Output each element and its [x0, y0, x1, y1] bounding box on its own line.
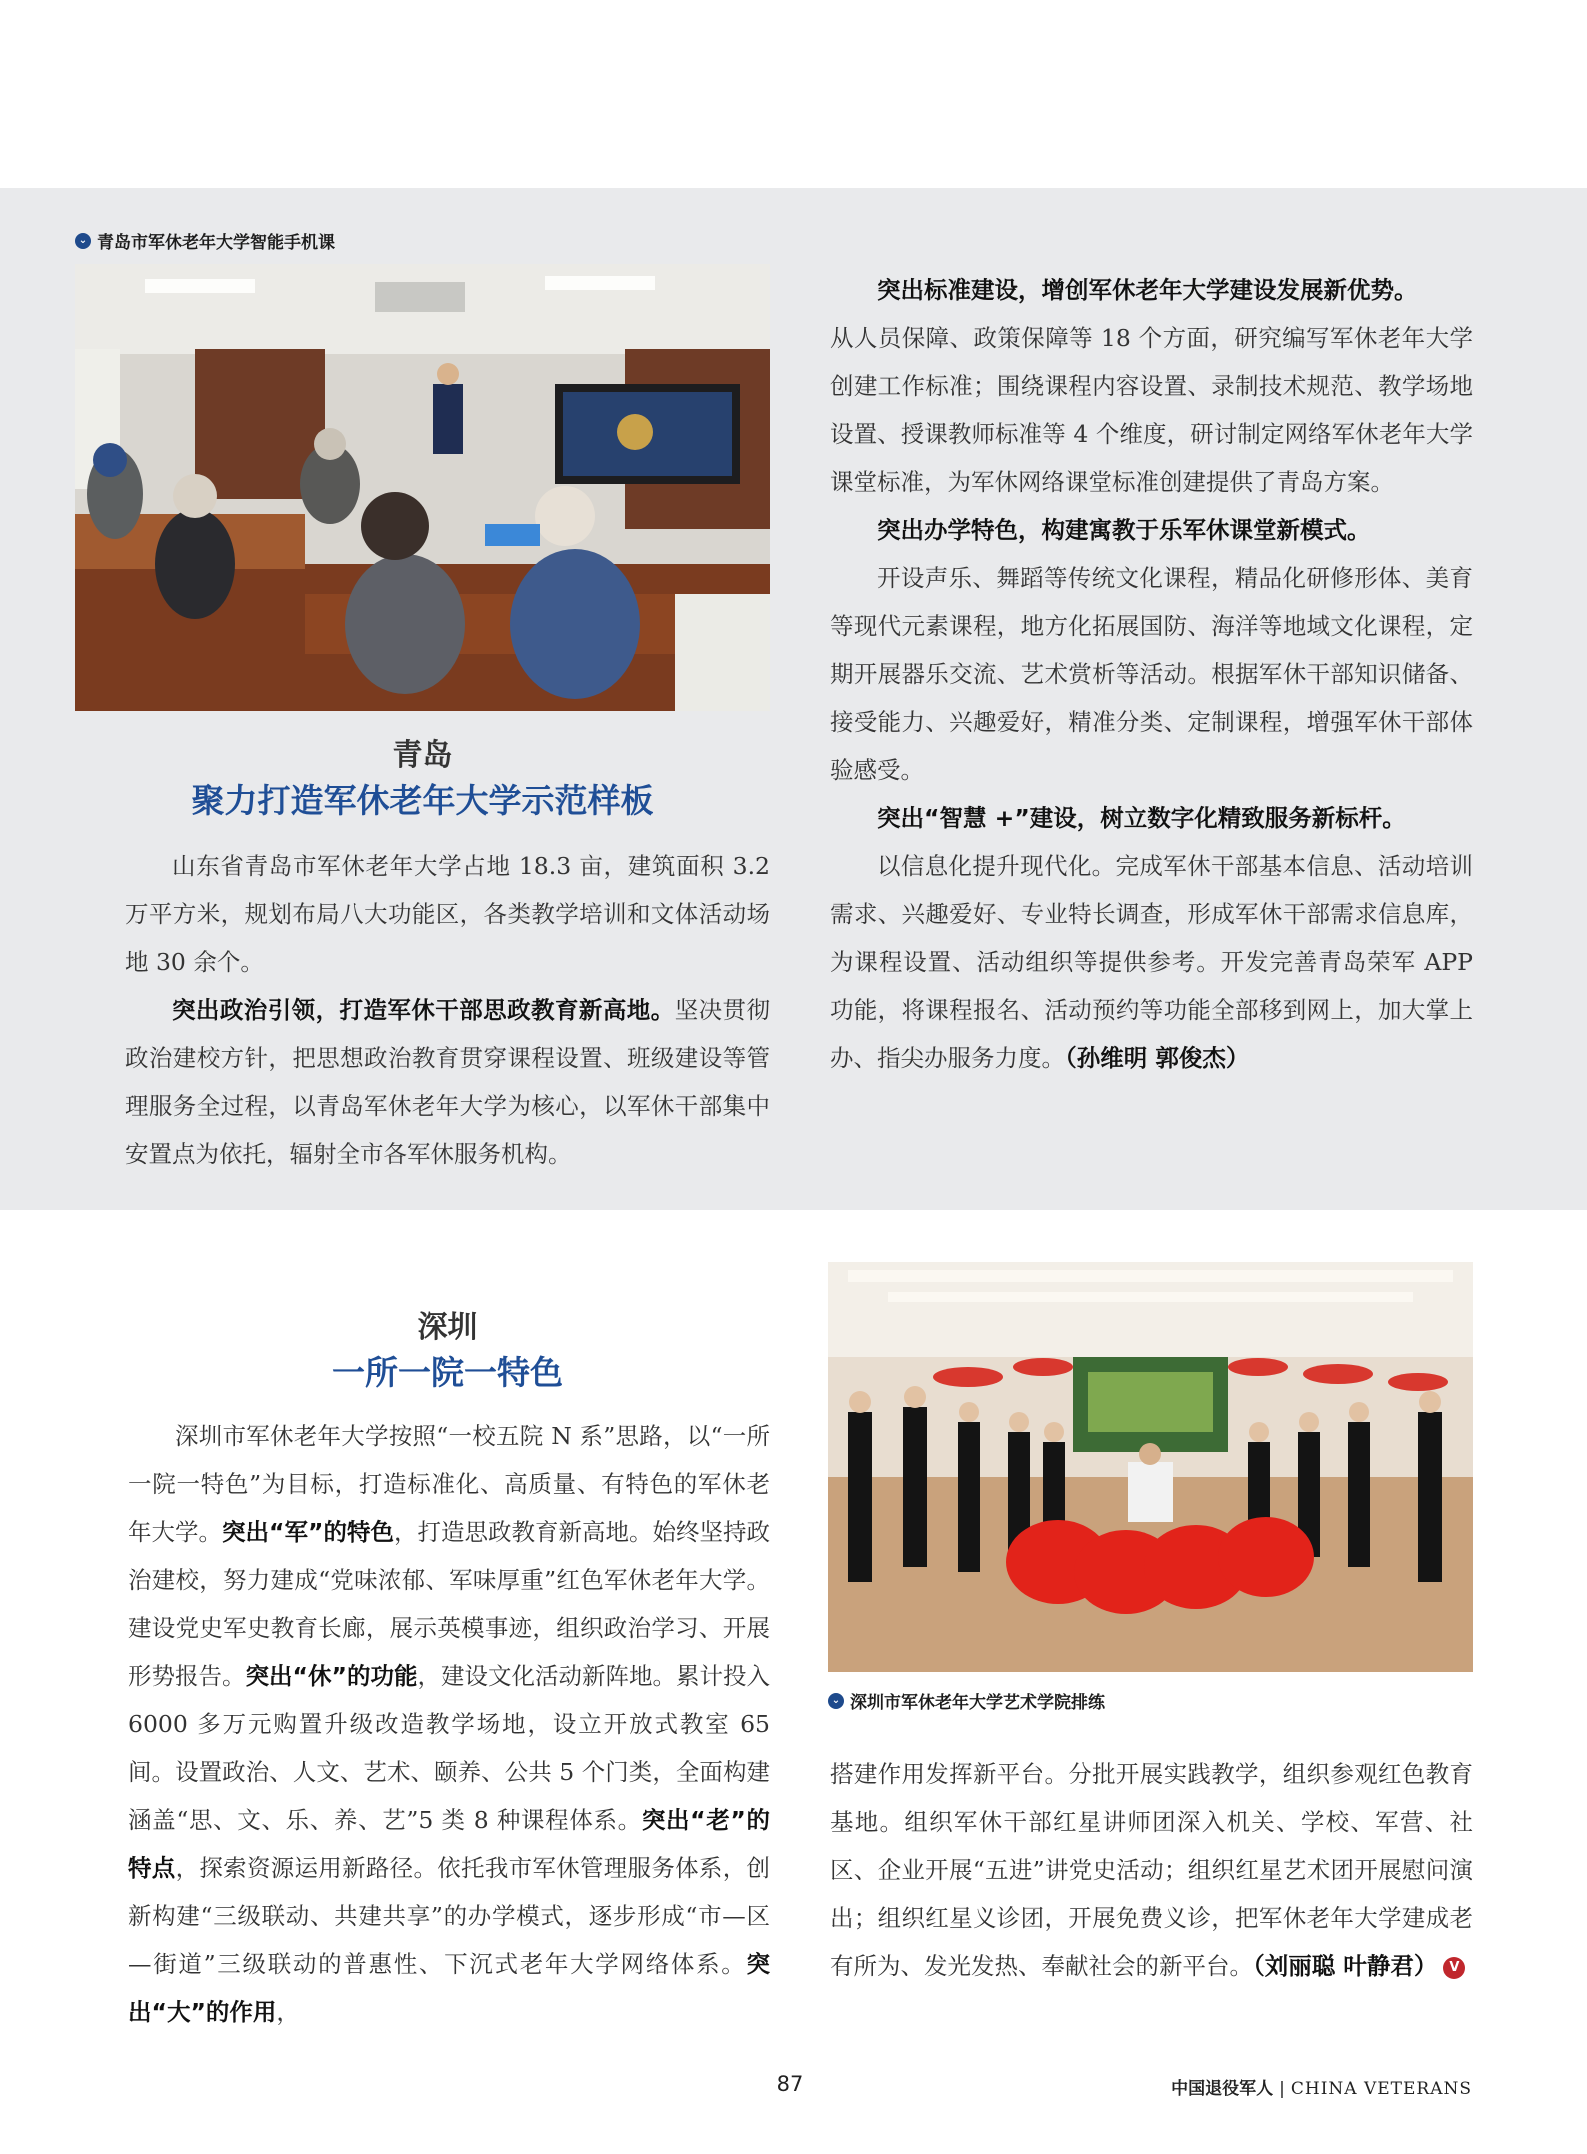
qingdao-paragraph — [125, 842, 770, 986]
qingdao-subheading: 突出办学特色，构建寓教于乐军休课堂新模式。 — [877, 516, 1371, 544]
qingdao-author-credit: （孙维明 郭俊杰） — [1065, 1044, 1250, 1072]
qingdao-paragraph-lead: 突出政治引领，打造军休干部思政教育新高地。 — [172, 996, 675, 1024]
magazine-name-chinese: 中国退役军人 — [1171, 2079, 1274, 2099]
shenzhen-paragraph: 搭建作用发挥新平台。分批开展实践教学，组织参观红色教育基地。组织军休干部红星讲师团深入机关、学校、军营、社区、企业开展“五进”讲党史活动；组织红星艺术团开展慰问演出；组织红星义诊团，开展免费义诊，把军休老年大学建成老有所为、发光发热、奉献社会的新平台。（刘丽聪 叶静君） V — [830, 1760, 1473, 1980]
qingdao-paragraph: 开设声乐、舞蹈等传统文化课程，精品化研修形体、美育等现代元素课程，地方化拓展国防、海洋等地域文化课程，定期开展器乐交流、艺术赏析等活动。根据军休干部知识储备、接受能力、兴趣爱好，精准分类、定制课程，增强军休干部体验感受。 — [830, 564, 1473, 784]
qingdao-left-column — [125, 842, 770, 1178]
qingdao-right-column — [830, 266, 1473, 1082]
chevron-circle-icon: ⌄ — [75, 233, 91, 249]
shenzhen-photo-caption-text: 深圳市军休老年大学艺术学院排练 — [850, 1693, 1105, 1713]
shenzhen-highlight: 突出“休”的功能 — [245, 1662, 418, 1690]
shenzhen-rehearsal-photo — [828, 1262, 1473, 1672]
magazine-name-english: CHINA VETERANS — [1290, 2079, 1472, 2099]
qingdao-section-heading — [75, 734, 770, 824]
qingdao-paragraph-body: 坚决贯彻政治建校方针，把思想政治教育贯穿课程设置、班级建设等管理服务全过程，以青岛军休老年大学为核心，以军休干部集中安置点为依托，辐射全市各军休服务机构。 — [125, 996, 770, 1168]
shenzhen-city-title: 深圳 — [417, 1310, 478, 1345]
shenzhen-highlight: 突出“军”的特色 — [222, 1518, 394, 1546]
qingdao-headline: 聚力打造军休老年大学示范样板 — [191, 781, 654, 820]
qingdao-paragraph: 从人员保障、政策保障等 18 个方面，研究编写军休老年大学创建工作标准；围绕课程内容设置、录制技术规范、教学场地设置、授课教师标准等 4 个维度，研讨制定网络军休老年大学课堂标准，为军休网络课堂标准创建提供了青岛方案。 — [830, 324, 1473, 496]
shenzhen-right-column — [830, 1750, 1473, 1990]
shenzhen-paragraph: 深圳市军休老年大学按照“一校五院 N 系”思路，以“一所一院一特色”为目标，打造标准化、高质量、有特色的军休老年大学。突出“军”的特色，打造思政教育新高地。始终坚持政治建校，努力建成“党味浓郁、军味厚重”红色军休老年大学。建设党史军史教育长廊，展示英模事迹，组织政治学习、开展形势报告。突出“休”的功能，建设文化活动新阵地。累计投入 6000 多万元购置升级改造教学场地，设立开放式教室 65 间。设置政治、人文、艺术、颐养、公共 5 个门类，全面构建涵盖“思、文、乐、养、艺”5 类 8 种课程体系。突出“老”的特点，探索资源运用新路径。依托我市军休管理服务体系，创新构建“三级联动、共建共享”的办学模式，逐步形成“市—区—街道”三级联动的普惠性、下沉式老年大学网络体系。突出“大”的作用， — [128, 1422, 771, 2026]
qingdao-classroom-photo — [75, 264, 770, 711]
qingdao-photo-caption — [75, 228, 335, 253]
qingdao-paragraph — [125, 986, 770, 1178]
qingdao-photo-caption-text: 青岛市军休老年大学智能手机课 — [97, 233, 335, 253]
shenzhen-left-column — [128, 1412, 770, 2036]
magazine-name-separator: | — [1279, 2079, 1285, 2099]
shenzhen-highlight: 突出“大”的作用 — [128, 1950, 770, 2026]
chevron-circle-icon: ⌄ — [828, 1693, 844, 1709]
qingdao-subheading: 突出“智慧 +”建设，树立数字化精致服务新标杆。 — [877, 804, 1406, 832]
veterans-logo-icon: V — [1443, 1957, 1465, 1979]
qingdao-paragraph-body: 山东省青岛市军休老年大学占地 18.3 亩，建筑面积 3.2 万平方米，规划布局八大功能区，各类教学培训和文体活动场地 30 余个。 — [125, 852, 770, 976]
magazine-name — [1171, 2074, 1472, 2099]
shenzhen-headline: 一所一院一特色 — [332, 1353, 563, 1392]
shenzhen-photo-caption — [828, 1688, 1105, 1713]
qingdao-subheading: 突出标准建设，增创军休老年大学建设发展新优势。 — [877, 276, 1418, 304]
qingdao-city-title: 青岛 — [392, 738, 453, 773]
shenzhen-author-credit: （刘丽聪 叶静君） — [1253, 1952, 1438, 1980]
qingdao-paragraph: 以信息化提升现代化。完成军休干部基本信息、活动培训需求、兴趣爱好、专业特长调查，形成军休干部需求信息库，为课程设置、活动组织等提供参考。开发完善青岛荣军 APP 功能，将课程报名、活动预约等功能全部移到网上，加大掌上办、指尖办服务力度。（孙维明 郭俊杰） — [830, 852, 1473, 1072]
shenzhen-highlight: 突出“老”的特点 — [128, 1806, 771, 1882]
shenzhen-section-heading — [125, 1306, 770, 1396]
page-number: 87 — [776, 2072, 804, 2096]
